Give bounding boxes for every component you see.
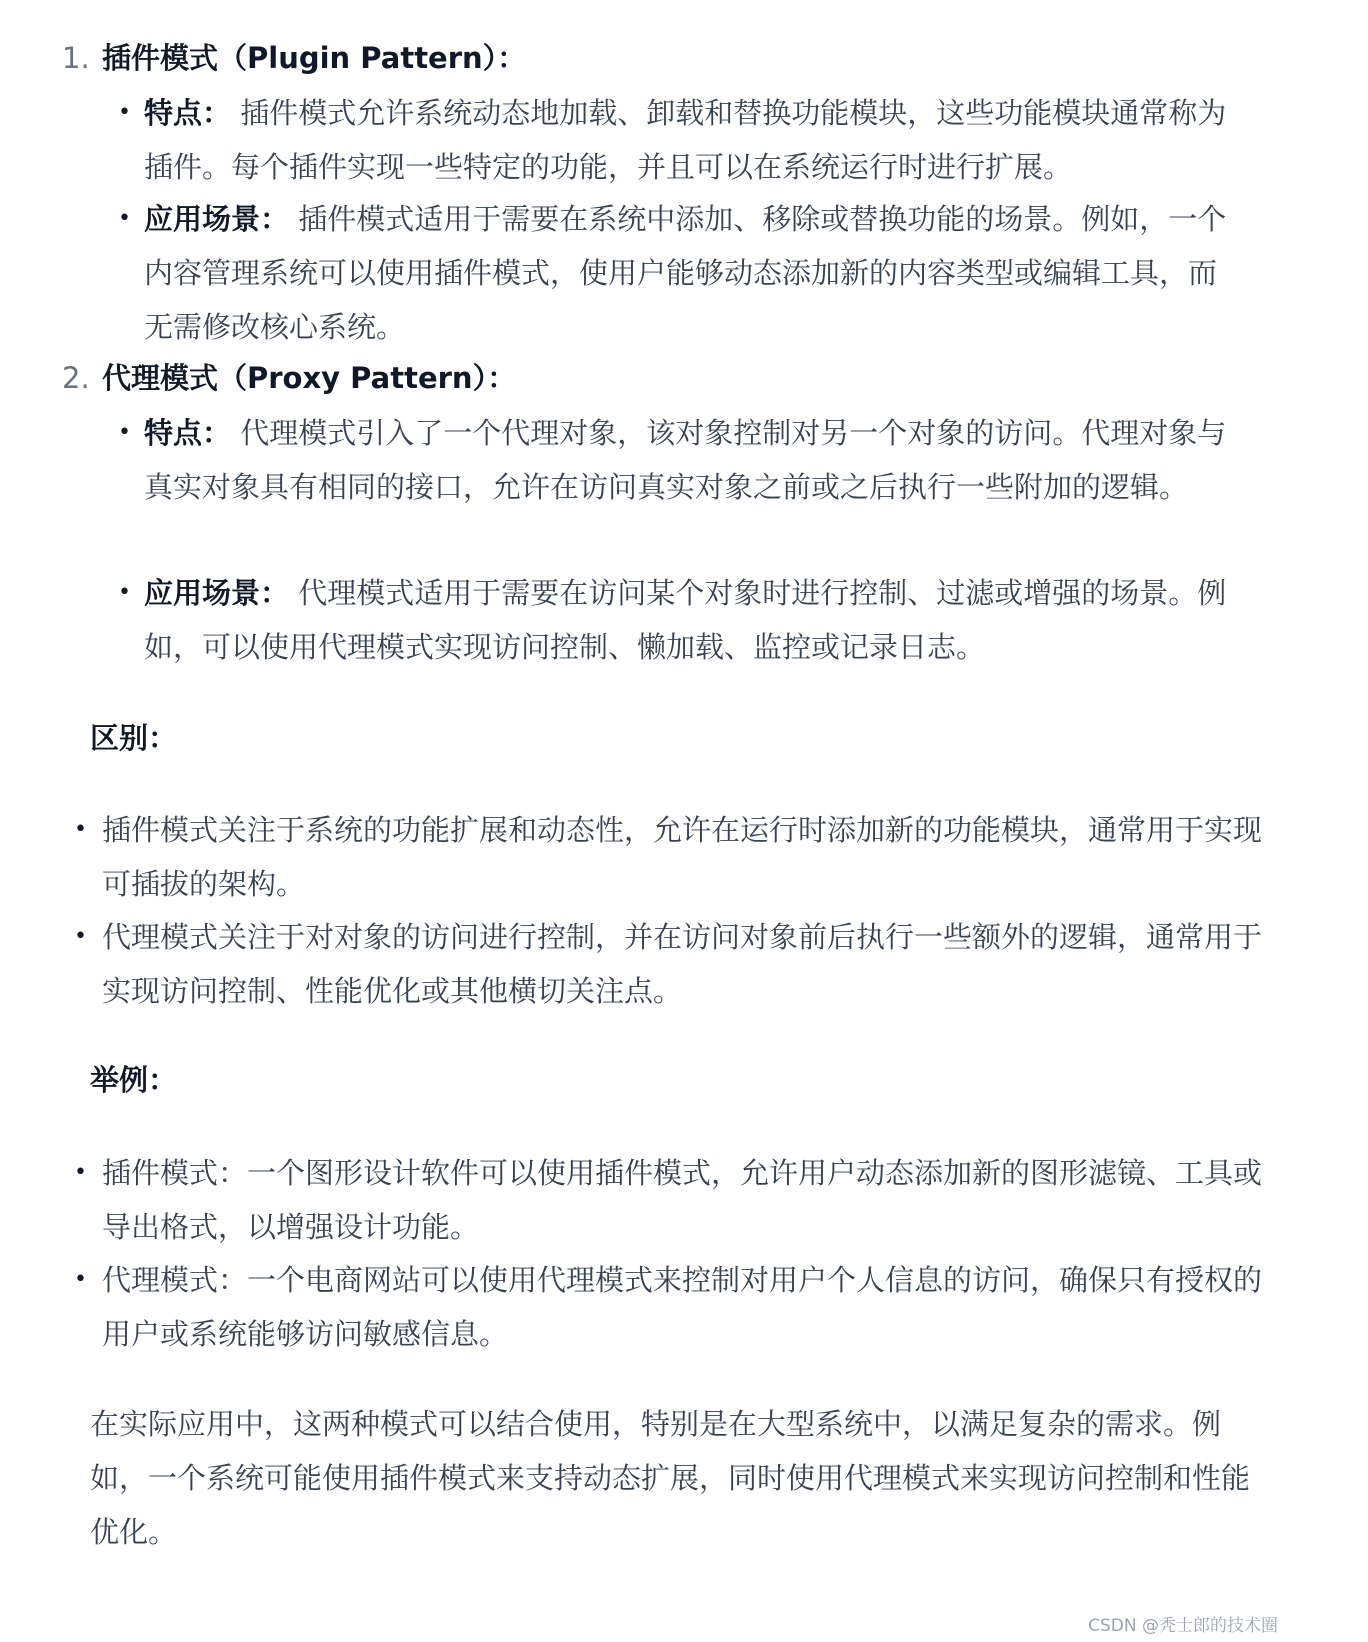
bullet-icon: •	[118, 206, 131, 231]
list-item: • 应用场景： 插件模式适用于需要在系统中添加、移除或替换功能的场景。例如，一个内容管理系统可以使用插件模式，使用户能够动态添加新的内容类型或编辑工具，而无需修改核心系统。	[144, 192, 1244, 354]
list-item: • 代理模式：一个电商网站可以使用代理模式来控制对用户个人信息的访问，确保只有授权的用户或系统能够访问敏感信息。	[102, 1253, 1262, 1361]
bullet-icon: •	[118, 420, 131, 445]
conclusion-paragraph: 在实际应用中，这两种模式可以结合使用，特别是在大型系统中，以满足复杂的需求。例如，一个系统可能使用插件模式来支持动态扩展，同时使用代理模式来实现访问控制和性能优化。	[90, 1407, 1251, 1549]
bullet-icon: •	[74, 1160, 87, 1185]
differences-heading: 区别：	[90, 721, 178, 755]
list-item: • 插件模式：一个图形设计软件可以使用插件模式，允许用户动态添加新的图形滤镜、工具或导出格式，以增强设计功能。	[102, 1146, 1262, 1254]
bullet-icon: •	[74, 924, 87, 949]
list-number: 1.	[62, 41, 90, 75]
list-item: • 特点： 代理模式引入了一个代理对象，该对象控制对另一个对象的访问。代理对象与真实对象具有相同的接口，允许在访问真实对象之前或之后执行一些附加的逻辑。	[144, 406, 1244, 514]
list-item: • 应用场景： 代理模式适用于需要在访问某个对象时进行控制、过滤或增强的场景。例如，可以使用代理模式实现访问控制、懒加载、监控或记录日志。	[144, 566, 1244, 674]
bullet-icon: •	[118, 580, 131, 605]
bullet-icon: •	[118, 100, 131, 125]
list-item: • 插件模式关注于系统的功能扩展和动态性，允许在运行时添加新的功能模块，通常用于实现可插拔的架构。	[102, 803, 1262, 911]
section-title-proxy: 2. 代理模式（Proxy Pattern）：	[62, 358, 516, 398]
bullet-icon: •	[74, 817, 87, 842]
list-number: 2.	[62, 361, 90, 395]
examples-heading: 举例：	[90, 1063, 178, 1097]
bullet-icon: •	[74, 1267, 87, 1292]
section-title-plugin: 1. 插件模式（Plugin Pattern）：	[62, 38, 526, 78]
list-item: • 代理模式关注于对对象的访问进行控制，并在访问对象前后执行一些额外的逻辑，通常用于实现访问控制、性能优化或其他横切关注点。	[102, 910, 1262, 1018]
watermark: CSDN @秃士郎的技术圈	[1088, 1616, 1278, 1636]
list-item: • 特点： 插件模式允许系统动态地加载、卸载和替换功能模块，这些功能模块通常称为插件。每个插件实现一些特定的功能，并且可以在系统运行时进行扩展。	[144, 86, 1244, 194]
